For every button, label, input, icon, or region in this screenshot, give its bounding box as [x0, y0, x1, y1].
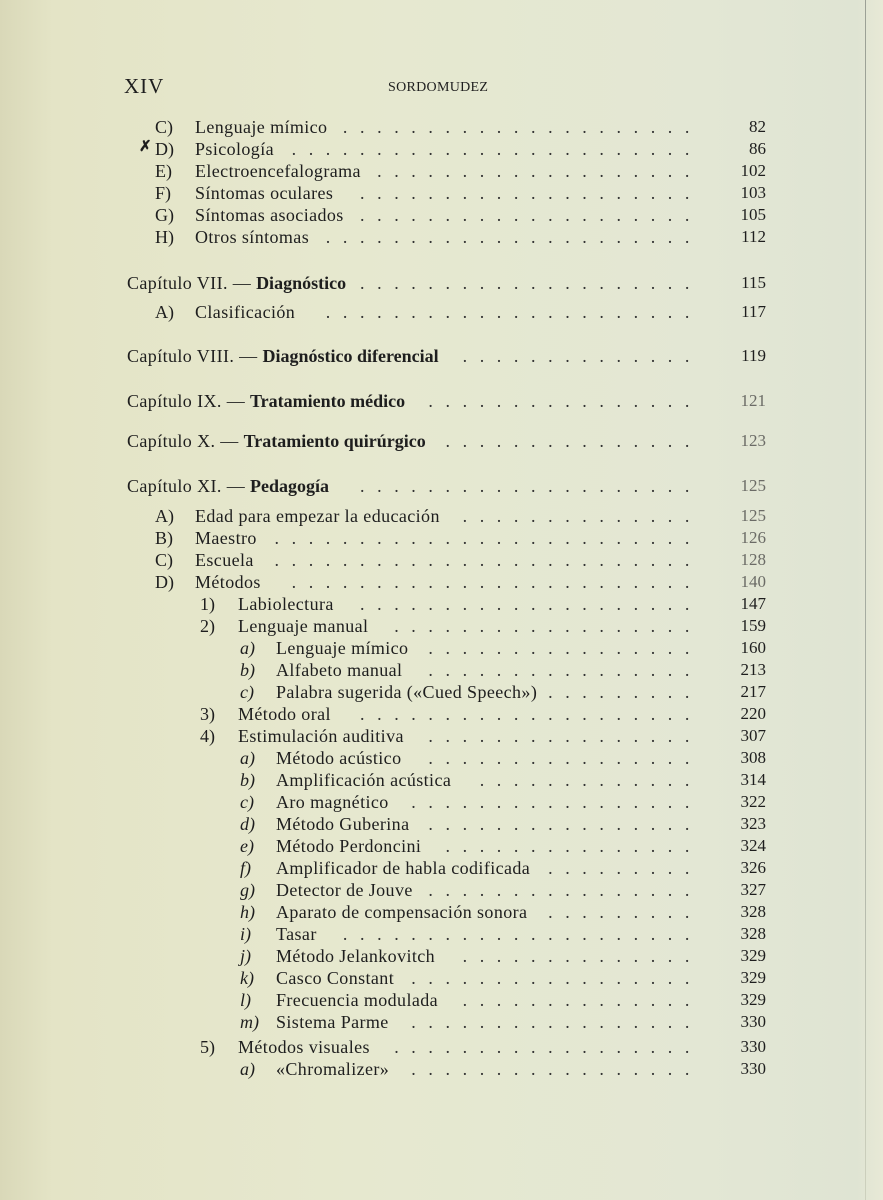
page-reference: 102: [740, 161, 766, 180]
entry-label: d): [240, 814, 255, 834]
entry-title: Síntomas asociados: [195, 205, 344, 225]
entry-label: C): [155, 550, 173, 570]
dot-leader: ................: [428, 660, 702, 680]
page-reference: 217: [740, 682, 766, 701]
entry-label: A): [155, 302, 174, 322]
running-head: SORDOMUDEZ: [388, 80, 489, 95]
dot-leader: ....................: [360, 594, 702, 614]
toc-entry-row[interactable]: [0, 901, 883, 923]
page-reference: 121: [740, 391, 766, 410]
toc-entry-row[interactable]: [0, 791, 883, 813]
entry-title: Detector de Jouve: [276, 880, 413, 900]
entry-label: b): [240, 660, 255, 680]
page-reference: 117: [741, 302, 766, 321]
entry-label: b): [240, 770, 255, 790]
dot-leader: .............: [479, 770, 702, 790]
entry-label: a): [240, 748, 255, 768]
dot-leader: ................: [428, 814, 702, 834]
toc-entry-row[interactable]: [0, 989, 883, 1011]
page-reference: 329: [740, 946, 766, 965]
entry-label: i): [240, 924, 251, 944]
entry-title: Alfabeto manual: [276, 660, 403, 680]
dot-leader: .....................: [342, 924, 702, 944]
entry-title: Método Guberina: [276, 814, 410, 834]
margin-mark-icon: ✗: [139, 139, 152, 155]
entry-title: Tasar: [276, 924, 317, 944]
entry-title: Otros síntomas: [195, 227, 310, 247]
entry-label: j): [240, 946, 251, 966]
toc-entry-row[interactable]: [0, 637, 883, 659]
entry-label: 5): [200, 1037, 215, 1057]
dot-leader: ....................: [360, 273, 702, 293]
page-reference: 123: [740, 431, 766, 450]
entry-title: Métodos visuales: [238, 1037, 370, 1057]
dot-leader: ..............: [462, 346, 702, 366]
entry-label: f): [240, 858, 251, 878]
dot-leader: ...............: [445, 836, 702, 856]
page-reference: 82: [749, 117, 766, 136]
entry-label: c): [240, 682, 254, 702]
dot-leader: ..............: [462, 990, 702, 1010]
page-reference: 330: [740, 1012, 766, 1031]
toc-chapter-row[interactable]: [0, 430, 883, 452]
chapter-heading: [127, 475, 329, 497]
dot-leader: ..................: [394, 616, 702, 636]
entry-title: Palabra sugerida («Cued Speech»): [276, 682, 538, 702]
chapter-number: Capítulo IX. —: [127, 391, 250, 411]
page-reference: 213: [740, 660, 766, 679]
entry-label: B): [155, 528, 173, 548]
toc-entry-row[interactable]: [0, 301, 883, 323]
toc-entry-row[interactable]: [0, 879, 883, 901]
page-reference: 126: [740, 528, 766, 547]
dot-leader: ..............: [462, 506, 702, 526]
page-reference: 329: [740, 990, 766, 1009]
dot-leader: .........: [548, 682, 702, 702]
chapter-title: Diagnóstico: [256, 273, 347, 293]
toc-entry-row[interactable]: [0, 967, 883, 989]
dot-leader: ......................: [325, 302, 702, 322]
page-reference: 128: [740, 550, 766, 569]
page-reference: 147: [740, 594, 766, 613]
entry-title: Casco Constant: [276, 968, 395, 988]
page-reference: 308: [740, 748, 766, 767]
chapter-heading: [127, 272, 346, 294]
toc-chapter-row[interactable]: [0, 475, 883, 497]
page-reference: 140: [740, 572, 766, 591]
toc-entry-row[interactable]: [0, 160, 883, 182]
entry-label: F): [155, 183, 172, 203]
entry-title: Maestro: [195, 528, 257, 548]
page-reference: 125: [740, 506, 766, 525]
entry-title: Aparato de compensación sonora: [276, 902, 528, 922]
dot-leader: ......................: [325, 227, 702, 247]
toc-chapter-row[interactable]: [0, 390, 883, 412]
entry-label: 1): [200, 594, 215, 614]
entry-title: Sistema Parme: [276, 1012, 389, 1032]
toc-entry-row[interactable]: [0, 681, 883, 703]
chapter-number: Capítulo X. —: [127, 431, 244, 451]
page-reference: 86: [749, 139, 766, 158]
dot-leader: ................: [428, 638, 702, 658]
entry-label: a): [240, 638, 255, 658]
toc-entry-row[interactable]: [0, 116, 883, 138]
entry-label: G): [155, 205, 174, 225]
dot-leader: ................: [428, 726, 702, 746]
entry-title: Amplificador de habla codificada: [276, 858, 531, 878]
entry-label: 2): [200, 616, 215, 636]
entry-label: l): [240, 990, 251, 1010]
dot-leader: .........................: [274, 528, 702, 548]
page-reference: 329: [740, 968, 766, 987]
toc-entry-row[interactable]: [0, 1036, 883, 1058]
toc-entry-row[interactable]: [0, 857, 883, 879]
page-reference: 330: [740, 1059, 766, 1078]
entry-label: e): [240, 836, 254, 856]
entry-label: A): [155, 506, 174, 526]
dot-leader: ....................: [360, 205, 702, 225]
chapter-title: Diagnóstico diferencial: [262, 346, 439, 366]
chapter-title: Pedagogía: [250, 476, 329, 496]
dot-leader: ..................: [394, 1037, 702, 1057]
entry-label: D): [155, 572, 174, 592]
page-reference: 105: [740, 205, 766, 224]
toc-entry-row[interactable]: [0, 182, 883, 204]
entry-title: Aro magnético: [276, 792, 389, 812]
dot-leader: .........: [548, 902, 702, 922]
dot-leader: .........................: [274, 550, 702, 570]
toc-entry-row[interactable]: [0, 945, 883, 967]
dot-leader: .........: [548, 858, 702, 878]
entry-title: Electroencefalograma: [195, 161, 361, 181]
entry-title: Edad para empezar la educación: [195, 506, 440, 526]
entry-title: Lenguaje manual: [238, 616, 369, 636]
dot-leader: ................: [428, 391, 702, 411]
dot-leader: .................: [411, 1059, 702, 1079]
entry-title: Labiolectura: [238, 594, 334, 614]
dot-leader: ...............: [445, 431, 702, 451]
dot-leader: .................: [411, 1012, 702, 1032]
page-reference: 115: [741, 273, 766, 292]
page-reference: 103: [740, 183, 766, 202]
entry-title: Frecuencia modulada: [276, 990, 439, 1010]
toc-entry-row[interactable]: [0, 615, 883, 637]
toc-entry-row[interactable]: [0, 571, 883, 593]
page-reference: 160: [740, 638, 766, 657]
page-reference: 112: [741, 227, 766, 246]
entry-label: k): [240, 968, 254, 988]
entry-title: Lenguaje mímico: [276, 638, 409, 658]
toc-entry-row[interactable]: [0, 138, 883, 160]
dot-leader: ....................: [360, 476, 702, 496]
chapter-number: Capítulo VIII. —: [127, 346, 263, 366]
entry-label: 3): [200, 704, 215, 724]
entry-title: Método Perdoncini: [276, 836, 422, 856]
entry-label: a): [240, 1059, 255, 1079]
chapter-number: Capítulo VII. —: [127, 273, 257, 293]
entry-title: Método oral: [238, 704, 331, 724]
toc-entry-row[interactable]: [0, 835, 883, 857]
entry-label: D): [155, 139, 174, 159]
toc-entry-row[interactable]: [0, 1011, 883, 1033]
page-reference: 220: [740, 704, 766, 723]
toc-entry-row[interactable]: [0, 703, 883, 725]
toc-entry-row[interactable]: [0, 725, 883, 747]
dot-leader: ................: [428, 880, 702, 900]
dot-leader: ................: [428, 748, 702, 768]
dot-leader: ...................: [377, 161, 702, 181]
entry-title: Síntomas oculares: [195, 183, 334, 203]
page-reference: 159: [740, 616, 766, 635]
toc-entry-row[interactable]: [0, 505, 883, 527]
entry-title: Método acústico: [276, 748, 402, 768]
page-reference: 328: [740, 924, 766, 943]
page-reference: 330: [740, 1037, 766, 1056]
toc-entry-row[interactable]: [0, 204, 883, 226]
dot-leader: .................: [411, 968, 702, 988]
page-reference: 125: [740, 476, 766, 495]
entry-title: Psicología: [195, 139, 274, 159]
entry-label: 4): [200, 726, 215, 746]
chapter-heading: [127, 390, 405, 412]
entry-title: «Chromalizer»: [276, 1059, 390, 1079]
chapter-number: Capítulo XI. —: [127, 476, 250, 496]
entry-title: Clasificación: [195, 302, 296, 322]
dot-leader: .................: [411, 792, 702, 812]
entry-label: m): [240, 1012, 259, 1032]
chapter-title: Tratamiento médico: [250, 391, 406, 411]
toc-entry-row[interactable]: [0, 769, 883, 791]
toc-entry-row[interactable]: [0, 593, 883, 615]
entry-title: Lenguaje mímico: [195, 117, 328, 137]
dot-leader: ........................: [291, 139, 702, 159]
dot-leader: .....................: [342, 117, 702, 137]
toc-entry-row[interactable]: [0, 813, 883, 835]
page-reference: 307: [740, 726, 766, 745]
page-reference: 322: [740, 792, 766, 811]
entry-label: g): [240, 880, 255, 900]
page-number: XIV: [124, 74, 165, 98]
entry-label: H): [155, 227, 174, 247]
page-reference: 324: [740, 836, 766, 855]
toc-entry-row[interactable]: [0, 549, 883, 571]
toc-entry-row[interactable]: [0, 527, 883, 549]
page-reference: 326: [740, 858, 766, 877]
toc-entry-row[interactable]: [0, 226, 883, 248]
chapter-title: Tratamiento quirúrgico: [243, 431, 426, 451]
dot-leader: ..............: [462, 946, 702, 966]
entry-title: Amplificación acústica: [276, 770, 452, 790]
toc-entry-row[interactable]: [0, 747, 883, 769]
toc-entry-row[interactable]: [0, 659, 883, 681]
page-reference: 327: [740, 880, 766, 899]
entry-label: C): [155, 117, 173, 137]
entry-title: Métodos: [195, 572, 261, 592]
chapter-heading: [127, 430, 426, 452]
dot-leader: ........................: [291, 572, 702, 592]
page-reference: 323: [740, 814, 766, 833]
entry-label: h): [240, 902, 255, 922]
page-reference: 328: [740, 902, 766, 921]
page-reference: 119: [741, 346, 766, 365]
entry-title: Escuela: [195, 550, 254, 570]
dot-leader: ....................: [360, 704, 702, 724]
entry-label: c): [240, 792, 254, 812]
toc-chapter-row[interactable]: [0, 345, 883, 367]
toc-chapter-row[interactable]: [0, 272, 883, 294]
page-reference: 314: [740, 770, 766, 789]
entry-title: Estimulación auditiva: [238, 726, 404, 746]
chapter-heading: [127, 345, 439, 367]
entry-title: Método Jelankovitch: [276, 946, 436, 966]
toc-entry-row[interactable]: [0, 923, 883, 945]
dot-leader: ....................: [360, 183, 702, 203]
toc-entry-row[interactable]: [0, 1058, 883, 1080]
entry-label: E): [155, 161, 172, 181]
